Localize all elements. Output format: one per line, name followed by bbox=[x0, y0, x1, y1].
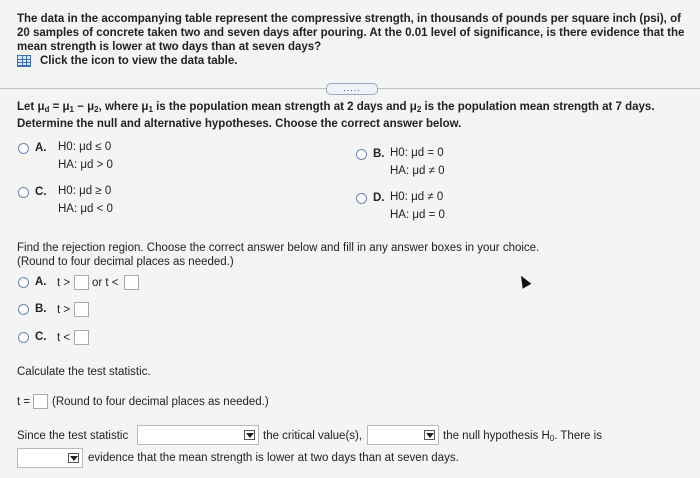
rejection-region-prompt: Find the rejection region. Choose the correct answer below and fill in any answer boxes in your choice. bbox=[17, 242, 540, 254]
mouse-cursor-icon bbox=[517, 273, 532, 288]
hypothesis-option-b-radio[interactable] bbox=[356, 149, 367, 160]
data-table-icon[interactable] bbox=[17, 55, 31, 67]
hypothesis-option-b-letter: B. bbox=[373, 148, 385, 160]
chevron-down-icon bbox=[244, 430, 255, 440]
hypothesis-option-c-h0: H0: μd ≥ 0 bbox=[58, 185, 112, 197]
rejection-option-c-letter: C. bbox=[35, 331, 47, 343]
rejection-b-input[interactable] bbox=[74, 302, 89, 317]
rejection-option-c-radio[interactable] bbox=[18, 332, 29, 343]
rejection-c-input[interactable] bbox=[74, 330, 89, 345]
rejection-option-b-radio[interactable] bbox=[18, 304, 29, 315]
rejection-option-a-letter: A. bbox=[35, 276, 47, 288]
test-statistic-label: t = bbox=[17, 396, 31, 408]
chevron-down-icon bbox=[424, 430, 435, 440]
hypothesis-option-c-ha: HA: μd < 0 bbox=[58, 203, 113, 215]
hypothesis-option-a-ha: HA: μd > 0 bbox=[58, 159, 113, 171]
hypothesis-option-d-h0: H0: μd ≠ 0 bbox=[390, 191, 444, 203]
view-table-link[interactable]: Click the icon to view the data table. bbox=[40, 55, 238, 67]
conclusion-text-2: the critical value(s), bbox=[263, 430, 363, 442]
rejection-region-note: (Round to four decimal places as needed.) bbox=[17, 256, 234, 268]
decision-dropdown[interactable] bbox=[367, 425, 439, 445]
expand-button[interactable]: ..... bbox=[326, 83, 378, 95]
rejection-lower-input[interactable] bbox=[124, 275, 139, 290]
rejection-upper-input[interactable] bbox=[74, 275, 89, 290]
compare-statistic-dropdown[interactable] bbox=[137, 425, 259, 445]
hypothesis-option-a-radio[interactable] bbox=[18, 143, 29, 154]
chevron-down-icon bbox=[68, 453, 79, 463]
hypothesis-option-d-radio[interactable] bbox=[356, 193, 367, 204]
rejection-option-a-text: t > bbox=[57, 277, 71, 289]
test-statistic-note: (Round to four decimal places as needed.) bbox=[52, 396, 269, 408]
rejection-option-c-text: t < bbox=[57, 332, 71, 344]
hypothesis-option-a-h0: H0: μd ≤ 0 bbox=[58, 141, 112, 153]
hypothesis-option-b-ha: HA: μd ≠ 0 bbox=[390, 165, 445, 177]
hypothesis-option-d-ha: HA: μd = 0 bbox=[390, 209, 445, 221]
hypothesis-option-a-letter: A. bbox=[35, 142, 47, 154]
hypothesis-option-d-letter: D. bbox=[373, 192, 385, 204]
test-statistic-input[interactable] bbox=[33, 394, 48, 409]
hypothesis-option-c-letter: C. bbox=[35, 186, 47, 198]
conclusion-text-4: evidence that the mean strength is lower at two days than at seven days. bbox=[88, 452, 459, 464]
hypotheses-prompt: Let $\mu_d = \mu_1 - \mu_2$, where $\mu_1$ is the population mean strength at 2 days and $\mu_2$ is the population mean strength at 7 days. Determine the null and alternative hypotheses. Choose the correct answer below. bbox=[17, 101, 655, 130]
rejection-option-b-letter: B. bbox=[35, 303, 47, 315]
rejection-option-a-radio[interactable] bbox=[18, 277, 29, 288]
rejection-option-a-or-text: or t < bbox=[92, 277, 119, 289]
conclusion-text-1: Since the test statistic bbox=[17, 430, 129, 442]
hypothesis-option-c-radio[interactable] bbox=[18, 187, 29, 198]
conclusion-text-3: the null hypothesis $H_0$. There is bbox=[443, 430, 602, 443]
question-text: The data in the accompanying table represent the compressive strength, in thousands of pounds per square inch (psi), of 20 samples of concrete taken two and seven days after pouring. At the 0.01 level of significance, is there evidence that the mean strength is lower at two days than at seven days? bbox=[17, 13, 685, 53]
rejection-option-b-text: t > bbox=[57, 304, 71, 316]
test-statistic-prompt: Calculate the test statistic. bbox=[17, 366, 151, 378]
evidence-dropdown[interactable] bbox=[17, 448, 83, 468]
hypothesis-option-b-h0: H0: μd = 0 bbox=[390, 147, 444, 159]
